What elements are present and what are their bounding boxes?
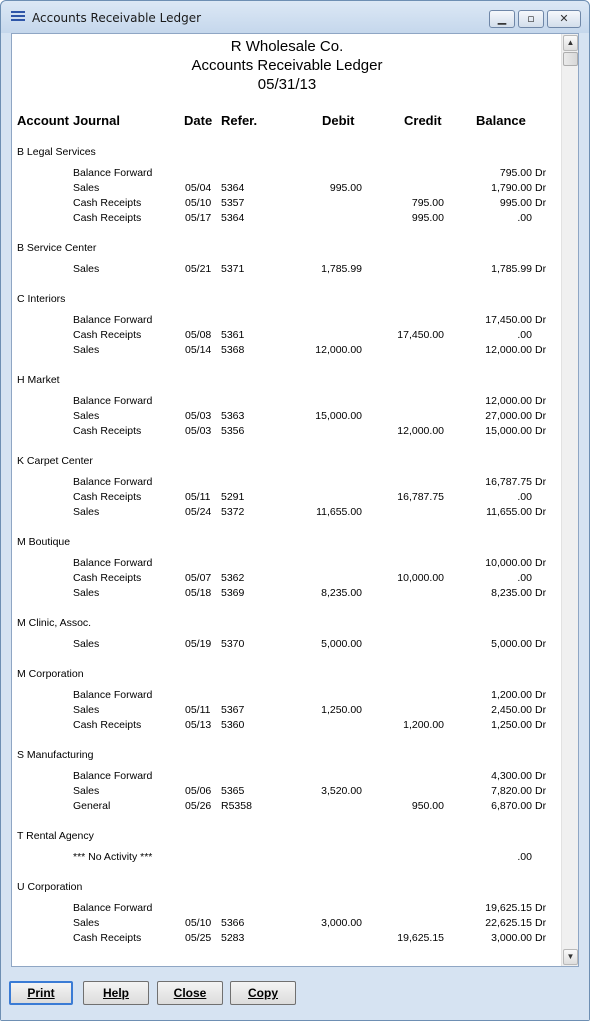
scroll-up-button[interactable]	[563, 35, 578, 51]
balance-cell: 2,450.00	[491, 704, 532, 716]
balance-cell: 3,000.00	[491, 932, 532, 944]
credit-cell: 795.00	[411, 197, 444, 209]
account-name: M Clinic, Assoc.	[17, 617, 92, 629]
balance-cell: .00	[517, 851, 532, 863]
date-cell: 05/14	[185, 344, 212, 356]
balance-cell: 12,000.00	[485, 395, 532, 407]
journal-cell: Balance Forward	[73, 476, 153, 488]
balance-cell: 12,000.00	[485, 344, 532, 356]
balance-cell: 10,000.00	[485, 557, 532, 569]
balance-cell: .00	[517, 329, 532, 341]
maximize-icon: ▫	[527, 12, 535, 25]
journal-cell: Sales	[73, 182, 100, 194]
list-icon[interactable]	[11, 11, 25, 24]
balance-cell: 15,000.00	[485, 425, 532, 437]
date-cell: 05/13	[185, 719, 212, 731]
balance-cell: 5,000.00	[491, 638, 532, 650]
journal-cell: Cash Receipts	[73, 212, 142, 224]
journal-cell: Cash Receipts	[73, 719, 142, 731]
balance-cell: 795.00	[499, 167, 532, 179]
balance-cell: 1,200.00	[491, 689, 532, 701]
window-title: Accounts Receivable Ledger	[32, 11, 202, 25]
credit-cell: 1,200.00	[403, 719, 444, 731]
date-cell: 05/08	[185, 329, 212, 341]
date-cell: 05/03	[185, 410, 212, 422]
account-name: K Carpet Center	[17, 455, 93, 467]
debit-cell: 3,520.00	[321, 785, 362, 797]
column-date: Date	[184, 113, 213, 128]
journal-cell: Sales	[73, 785, 100, 797]
account-name: B Legal Services	[17, 146, 96, 158]
vertical-scrollbar[interactable]	[561, 34, 578, 966]
debit-cell: 1,785.99	[321, 263, 362, 275]
dr-indicator: Dr	[535, 395, 547, 407]
account-name: T Rental Agency	[17, 830, 94, 842]
credit-cell: 995.00	[411, 212, 444, 224]
company-name: R Wholesale Co.	[230, 38, 344, 55]
dr-indicator: Dr	[535, 902, 547, 914]
dr-indicator: Dr	[535, 770, 547, 782]
journal-cell: *** No Activity ***	[73, 851, 153, 863]
dr-indicator: Dr	[535, 917, 547, 929]
column-debit: Debit	[322, 113, 355, 128]
account-name: H Market	[17, 374, 60, 386]
balance-cell: 1,790.00	[491, 182, 532, 194]
report-viewer[interactable]	[11, 33, 579, 967]
account-name: U Corporation	[17, 881, 83, 893]
date-cell: 05/26	[185, 800, 212, 812]
reference-cell: 5357	[221, 197, 245, 209]
column-journal: Journal	[73, 113, 120, 128]
balance-cell: 1,785.99	[491, 263, 532, 275]
credit-cell: 16,787.75	[397, 491, 444, 503]
dr-indicator: Dr	[535, 167, 547, 179]
balance-cell: 1,250.00	[491, 719, 532, 731]
reference-cell: 5366	[221, 917, 245, 929]
account-name: M Corporation	[17, 668, 84, 680]
minimize-button[interactable]	[489, 10, 515, 28]
credit-cell: 10,000.00	[397, 572, 444, 584]
button-bar	[1, 967, 589, 1020]
balance-cell: 4,300.00	[491, 770, 532, 782]
reference-cell: 5364	[221, 212, 245, 224]
reference-cell: 5360	[221, 719, 245, 731]
reference-cell: 5368	[221, 344, 245, 356]
dr-indicator: Dr	[535, 344, 547, 356]
minimize-icon: ▁	[497, 12, 507, 25]
journal-cell: Cash Receipts	[73, 197, 142, 209]
date-cell: 05/11	[185, 704, 211, 716]
debit-cell: 995.00	[329, 182, 362, 194]
date-cell: 05/18	[185, 587, 212, 599]
arrow-up-icon: ▲	[566, 38, 575, 47]
reference-cell: 5291	[221, 491, 245, 503]
reference-cell: 5367	[221, 704, 245, 716]
date-cell: 05/04	[185, 182, 212, 194]
balance-cell: .00	[517, 491, 532, 503]
journal-cell: Sales	[73, 263, 100, 275]
journal-cell: Sales	[73, 917, 100, 929]
dr-indicator: Dr	[535, 425, 547, 437]
dr-indicator: Dr	[535, 704, 547, 716]
close-window-button[interactable]	[547, 10, 581, 28]
column-balance: Balance	[476, 113, 526, 128]
journal-cell: Sales	[73, 344, 100, 356]
reference-cell: 5372	[221, 506, 245, 518]
maximize-button[interactable]	[518, 10, 544, 28]
reference-cell: R5358	[221, 800, 252, 812]
reference-cell: 5370	[221, 638, 245, 650]
scroll-thumb[interactable]	[563, 52, 578, 66]
journal-cell: Balance Forward	[73, 902, 153, 914]
dr-indicator: Dr	[535, 719, 547, 731]
balance-cell: 8,235.00	[491, 587, 532, 599]
dr-indicator: Dr	[535, 314, 547, 326]
arrow-down-icon: ▼	[566, 952, 575, 961]
journal-cell: Sales	[73, 587, 100, 599]
scroll-down-button[interactable]	[563, 949, 578, 965]
balance-cell: 16,787.75	[485, 476, 532, 488]
help-button[interactable]: Help	[83, 981, 149, 1005]
reference-cell: 5369	[221, 587, 245, 599]
date-cell: 05/25	[185, 932, 212, 944]
dr-indicator: Dr	[535, 410, 547, 422]
debit-cell: 5,000.00	[321, 638, 362, 650]
date-cell: 05/17	[185, 212, 212, 224]
balance-cell: 22,625.15	[485, 917, 532, 929]
balance-cell: 995.00	[499, 197, 532, 209]
debit-cell: 1,250.00	[321, 704, 362, 716]
debit-cell: 8,235.00	[321, 587, 362, 599]
account-name: M Boutique	[17, 536, 71, 548]
dr-indicator: Dr	[535, 506, 547, 518]
balance-cell: 11,655.00	[486, 506, 532, 518]
journal-cell: General	[73, 800, 111, 812]
dr-indicator: Dr	[535, 557, 547, 569]
column-refer: Refer.	[221, 113, 258, 128]
account-name: C Interiors	[17, 293, 66, 305]
reference-cell: 5371	[221, 263, 245, 275]
journal-cell: Sales	[73, 704, 100, 716]
dr-indicator: Dr	[535, 638, 547, 650]
reference-cell: 5361	[221, 329, 245, 341]
journal-cell: Balance Forward	[73, 395, 153, 407]
debit-cell: 11,655.00	[316, 506, 362, 518]
balance-cell: .00	[517, 572, 532, 584]
debit-cell: 15,000.00	[315, 410, 362, 422]
journal-cell: Balance Forward	[73, 689, 153, 701]
account-name: S Manufacturing	[17, 749, 94, 761]
balance-cell: .00	[517, 212, 532, 224]
journal-cell: Cash Receipts	[73, 491, 142, 503]
print-button[interactable]: Print	[9, 981, 73, 1005]
credit-cell: 19,625.15	[397, 932, 444, 944]
dr-indicator: Dr	[535, 197, 547, 209]
balance-cell: 19,625.15	[485, 902, 532, 914]
journal-cell: Sales	[73, 638, 100, 650]
date-cell: 05/10	[185, 917, 212, 929]
account-name: B Service Center	[17, 242, 97, 254]
report-title: Accounts Receivable Ledger	[191, 57, 383, 74]
dr-indicator: Dr	[535, 476, 547, 488]
report-date: 05/31/13	[257, 76, 317, 93]
dr-indicator: Dr	[535, 182, 547, 194]
debit-cell: 12,000.00	[315, 344, 362, 356]
dr-indicator: Dr	[535, 932, 547, 944]
journal-cell: Balance Forward	[73, 770, 153, 782]
dr-indicator: Dr	[535, 587, 547, 599]
balance-cell: 7,820.00	[491, 785, 532, 797]
reference-cell: 5283	[221, 932, 245, 944]
balance-cell: 17,450.00	[485, 314, 532, 326]
balance-cell: 6,870.00	[491, 800, 532, 812]
debit-cell: 3,000.00	[321, 917, 362, 929]
journal-cell: Cash Receipts	[73, 572, 142, 584]
reference-cell: 5365	[221, 785, 245, 797]
dr-indicator: Dr	[535, 785, 547, 797]
journal-cell: Balance Forward	[73, 167, 153, 179]
journal-cell: Sales	[73, 506, 100, 518]
credit-cell: 950.00	[411, 800, 444, 812]
reference-cell: 5363	[221, 410, 245, 422]
credit-cell: 12,000.00	[397, 425, 444, 437]
ledger-report	[12, 34, 562, 966]
dr-indicator: Dr	[535, 800, 547, 812]
dr-indicator: Dr	[535, 263, 547, 275]
close-icon: ✕	[559, 12, 569, 25]
balance-cell: 27,000.00	[485, 410, 532, 422]
date-cell: 05/11	[185, 491, 211, 503]
journal-cell: Cash Receipts	[73, 425, 142, 437]
date-cell: 05/24	[185, 506, 212, 518]
copy-button[interactable]: Copy	[230, 981, 296, 1005]
date-cell: 05/21	[185, 263, 212, 275]
column-account: Account	[17, 113, 69, 128]
date-cell: 05/06	[185, 785, 212, 797]
column-credit: Credit	[404, 113, 442, 128]
date-cell: 05/19	[185, 638, 212, 650]
journal-cell: Cash Receipts	[73, 329, 142, 341]
journal-cell: Cash Receipts	[73, 932, 142, 944]
dr-indicator: Dr	[535, 689, 547, 701]
journal-cell: Balance Forward	[73, 557, 153, 569]
journal-cell: Sales	[73, 410, 100, 422]
title-bar[interactable]	[1, 1, 589, 33]
date-cell: 05/03	[185, 425, 212, 437]
reference-cell: 5356	[221, 425, 245, 437]
close-button[interactable]: Close	[157, 981, 223, 1005]
reference-cell: 5362	[221, 572, 245, 584]
journal-cell: Balance Forward	[73, 314, 153, 326]
reference-cell: 5364	[221, 182, 245, 194]
date-cell: 05/10	[185, 197, 212, 209]
credit-cell: 17,450.00	[397, 329, 444, 341]
date-cell: 05/07	[185, 572, 212, 584]
